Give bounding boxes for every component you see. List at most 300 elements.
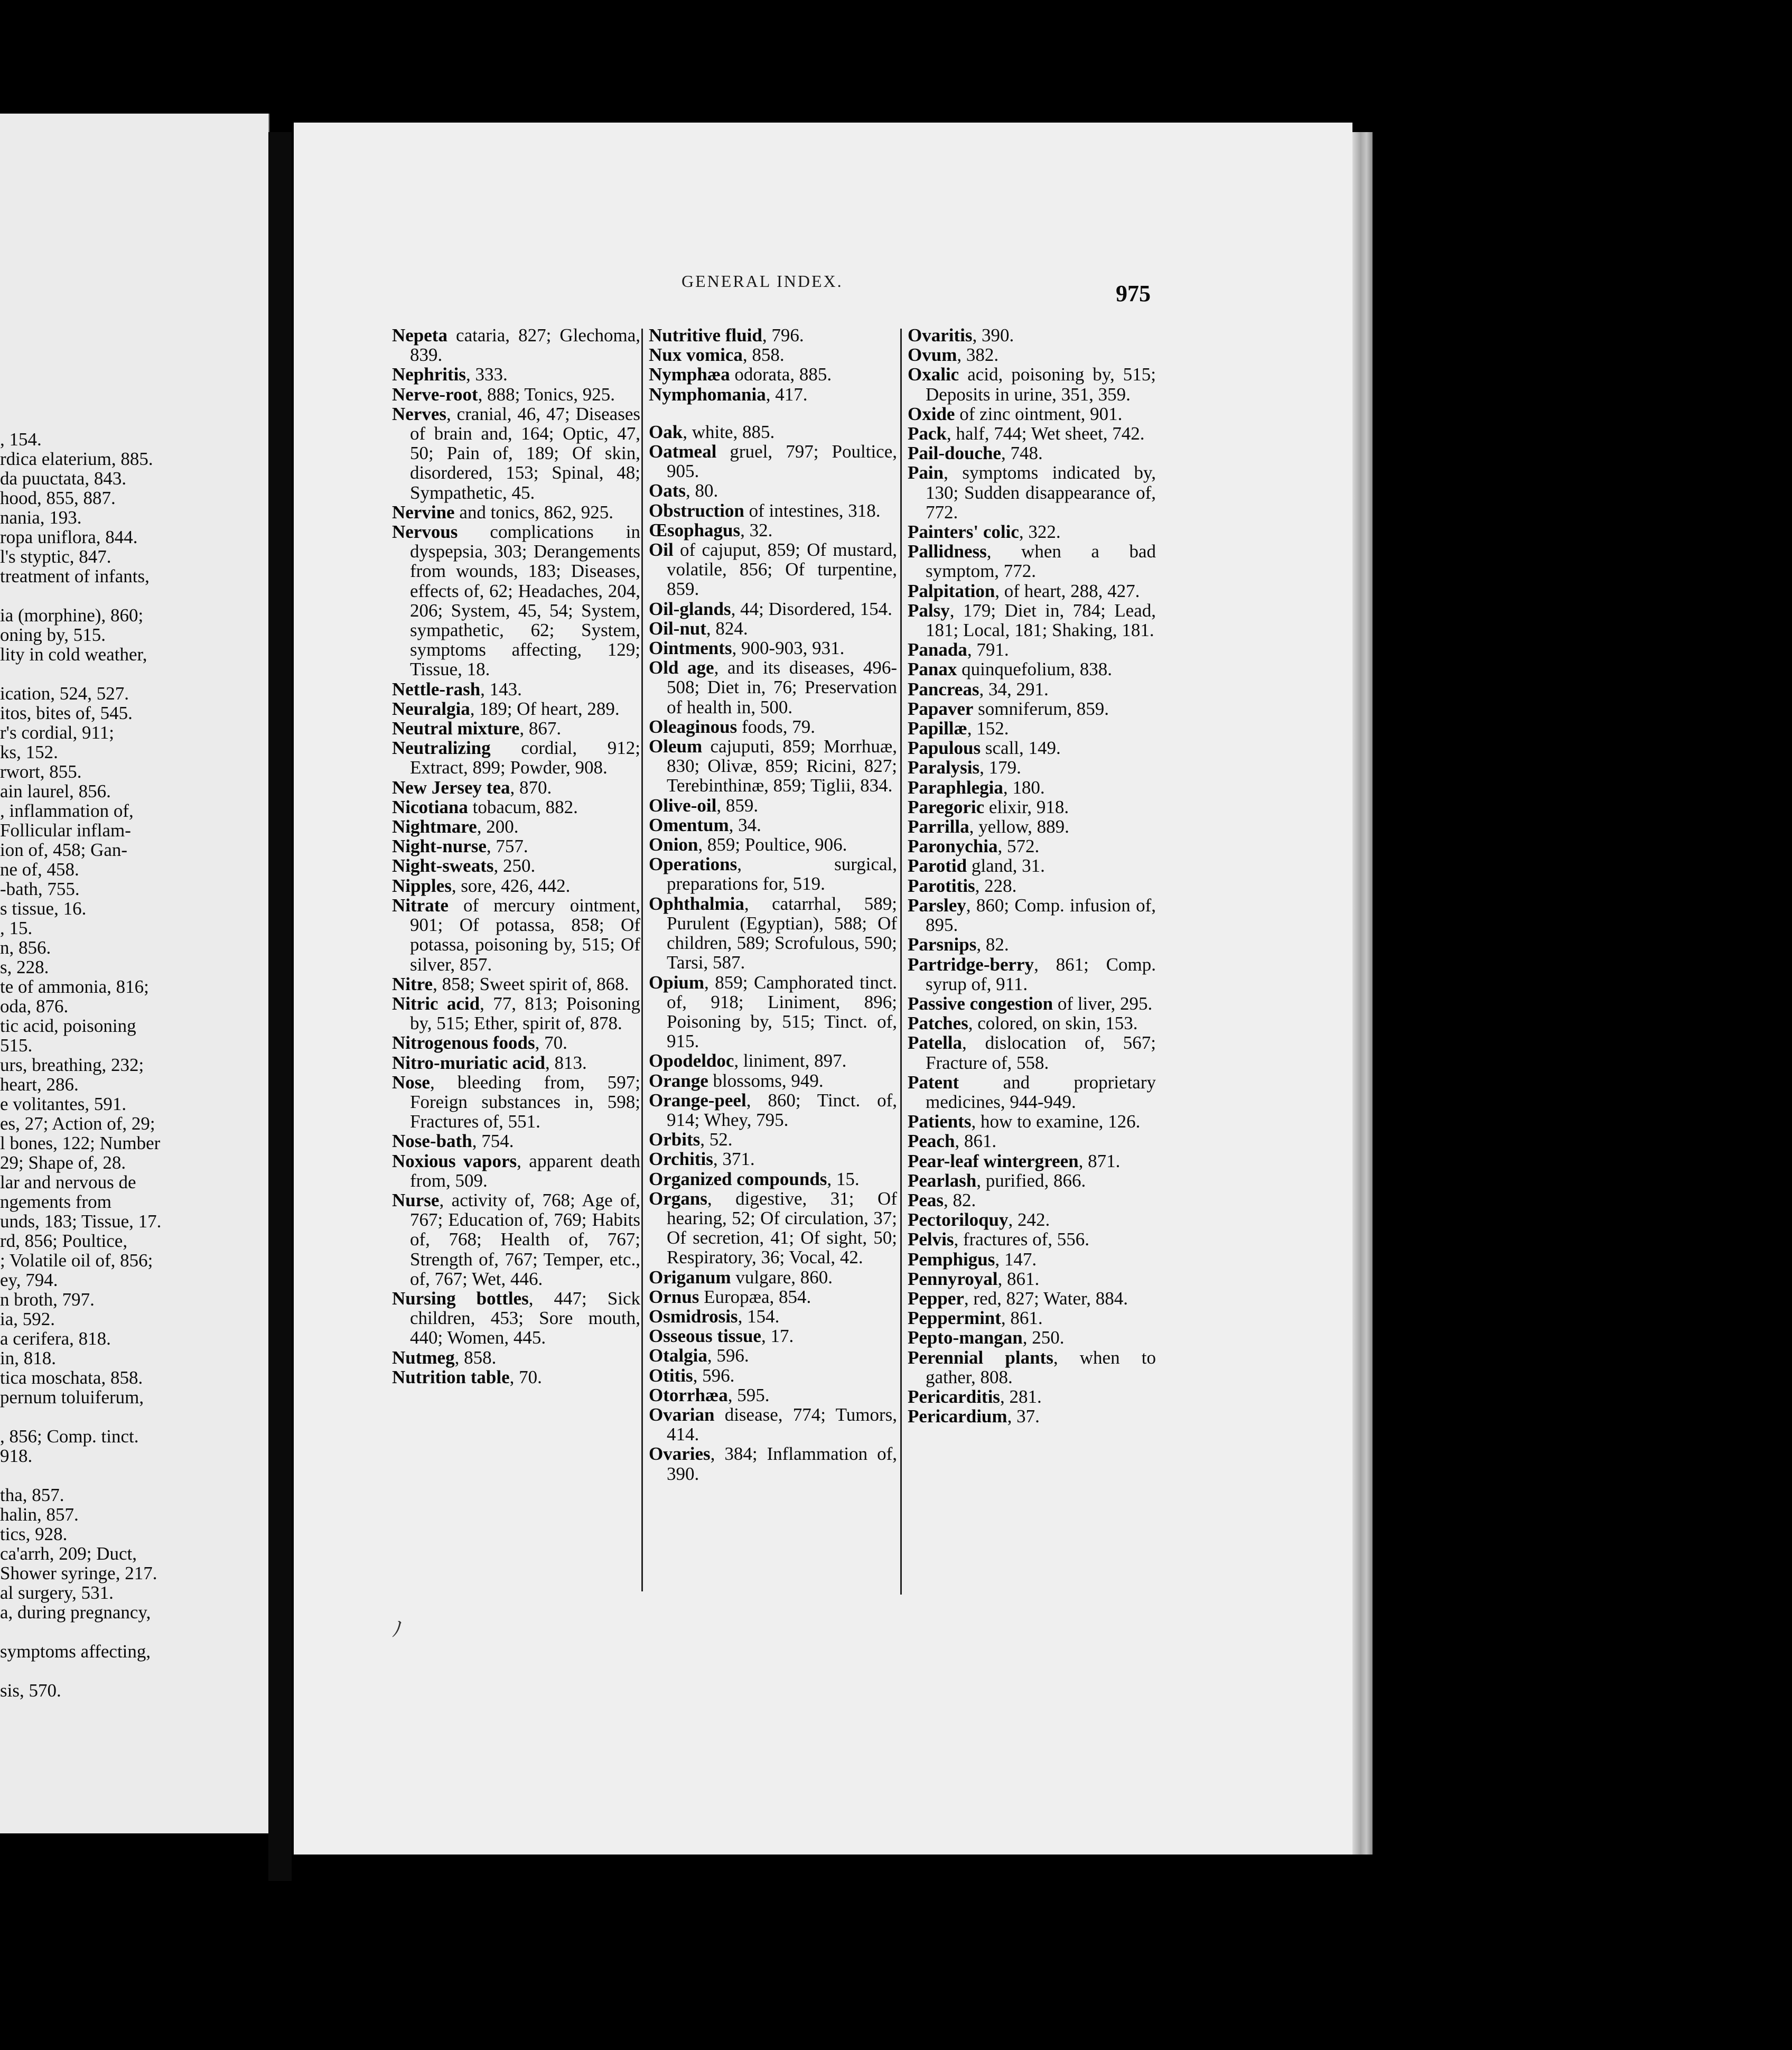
index-entry-refs: , colored, on skin, 153. bbox=[968, 1013, 1138, 1034]
index-entry-term: Oxalic bbox=[908, 364, 959, 385]
index-entry bbox=[908, 1210, 1156, 1229]
index-entry-term: Panada bbox=[908, 639, 967, 660]
index-entry-term: Palsy bbox=[908, 600, 950, 621]
index-column-3 bbox=[908, 325, 1156, 1426]
left-page-line: n broth, 797. bbox=[0, 1289, 95, 1310]
index-entry-term: Peach bbox=[908, 1131, 955, 1152]
index-entry bbox=[908, 1250, 1156, 1269]
left-page-line: tica moschata, 858. bbox=[0, 1367, 143, 1388]
index-entry-term: Nose bbox=[392, 1071, 430, 1093]
index-entry bbox=[649, 717, 897, 737]
index-entry bbox=[649, 1169, 897, 1189]
left-page-line: a, during pregnancy, bbox=[0, 1602, 151, 1623]
left-page-line: ; Volatile oil of, 856; bbox=[0, 1250, 153, 1271]
index-entry-term: Pancreas bbox=[908, 678, 979, 700]
index-entry bbox=[908, 1151, 1156, 1171]
index-entry-refs: , 870. bbox=[510, 777, 552, 798]
index-entry-refs: quinquefolium, 838. bbox=[957, 659, 1112, 680]
index-entry-refs: , 796. bbox=[762, 325, 804, 346]
index-column-2 bbox=[649, 325, 897, 1484]
index-entry-term: Pallidness bbox=[908, 541, 987, 562]
index-entry-term: Pear-leaf wintergreen bbox=[908, 1150, 1079, 1171]
index-entry-term: Orange-peel bbox=[649, 1089, 746, 1111]
left-page-line: e volitantes, 591. bbox=[0, 1094, 127, 1114]
index-entry-refs: odorata, 885. bbox=[730, 364, 832, 385]
page-number: 975 bbox=[1116, 281, 1151, 306]
left-page-line: tha, 857. bbox=[0, 1485, 64, 1505]
index-entry-term: Parsnips bbox=[908, 934, 977, 955]
index-entry-refs: , 82. bbox=[976, 934, 1009, 955]
index-entry bbox=[908, 659, 1156, 679]
index-entry-term: Onion bbox=[649, 834, 698, 855]
index-entry bbox=[908, 679, 1156, 699]
left-page-line: Follicular inflam- bbox=[0, 820, 131, 841]
index-entry bbox=[392, 856, 640, 875]
index-entry-term: Parrilla bbox=[908, 816, 969, 837]
index-entry-refs: , 858; Sweet spirit of, 868. bbox=[433, 973, 629, 994]
index-entry bbox=[908, 1073, 1156, 1112]
index-entry-refs: , white, 885. bbox=[683, 421, 775, 442]
left-page-line: al surgery, 531. bbox=[0, 1582, 114, 1603]
index-entry-term: Orange bbox=[649, 1070, 708, 1091]
index-entry-term: Otalgia bbox=[649, 1345, 707, 1366]
index-entry-refs: , 859; Camphorated tinct. of, 918; Liniment, 896; Poisoning by, 515; Tinct. of, 915. bbox=[667, 972, 897, 1052]
index-entry bbox=[649, 325, 897, 345]
index-entry bbox=[649, 442, 897, 481]
index-entry-term: Nephritis bbox=[392, 364, 466, 385]
left-page-line: hood, 855, 887. bbox=[0, 488, 116, 508]
index-entry-term: Paraphlegia bbox=[908, 777, 1003, 798]
index-entry-term: Papillæ bbox=[908, 718, 967, 739]
index-entry-term: Pack bbox=[908, 423, 947, 444]
index-entry bbox=[908, 443, 1156, 463]
index-entry bbox=[392, 699, 640, 719]
index-entry-refs: , 281. bbox=[1000, 1386, 1042, 1407]
left-page-line: symptoms affecting, bbox=[0, 1641, 151, 1662]
index-entry-term: Obstruction bbox=[649, 500, 744, 521]
index-entry bbox=[649, 1444, 897, 1483]
index-entry bbox=[908, 1112, 1156, 1131]
index-entry-term: Nux vomica bbox=[649, 344, 743, 366]
index-entry-term: Parotitis bbox=[908, 875, 975, 896]
index-entry-term: Peas bbox=[908, 1189, 944, 1210]
index-entry-refs: , 143. bbox=[480, 678, 522, 700]
index-entry-refs: , of heart, 288, 427. bbox=[995, 580, 1140, 601]
index-entry bbox=[908, 876, 1156, 896]
index-entry-term: Osseous tissue bbox=[649, 1326, 761, 1347]
index-entry-refs: of cajuput, 859; Of mustard, volatile, 856; Of turpentine, 859. bbox=[667, 539, 897, 600]
index-entry-refs: , 70. bbox=[535, 1032, 567, 1054]
index-entry-term: Organized compounds bbox=[649, 1168, 827, 1189]
index-entry-refs: , 860; Tinct. of, 914; Whey, 795. bbox=[667, 1089, 897, 1130]
index-entry-term: Œsophagus bbox=[649, 519, 741, 541]
index-entry-term: Paronychia bbox=[908, 836, 998, 857]
index-entry-term: Oil-glands bbox=[649, 598, 731, 619]
left-page-line: itos, bites of, 545. bbox=[0, 703, 133, 723]
index-entry bbox=[649, 599, 897, 619]
index-entry-term: Olive-oil bbox=[649, 795, 717, 816]
index-entry-term: Ovarian bbox=[649, 1404, 715, 1425]
left-page-line: ngements from bbox=[0, 1191, 111, 1212]
index-entry bbox=[649, 422, 897, 442]
index-entry-term: Paralysis bbox=[908, 757, 980, 778]
index-entry-term: Otitis bbox=[649, 1365, 693, 1386]
index-entry-refs: , purified, 866. bbox=[976, 1170, 1086, 1191]
index-entry bbox=[908, 699, 1156, 719]
index-entry-term: Opodeldoc bbox=[649, 1050, 734, 1071]
index-entry-refs: , 858. bbox=[742, 344, 785, 366]
index-entry-term: Orbits bbox=[649, 1129, 701, 1150]
index-entry-term: Osmidrosis bbox=[649, 1306, 738, 1327]
index-entry-term: Pain bbox=[908, 462, 944, 483]
index-entry bbox=[908, 719, 1156, 738]
left-page-line: s, 228. bbox=[0, 957, 49, 977]
index-entry bbox=[649, 1346, 897, 1365]
index-entry bbox=[649, 1405, 897, 1444]
index-entry-refs: , 242. bbox=[1008, 1209, 1050, 1231]
index-entry bbox=[908, 424, 1156, 443]
index-entry bbox=[908, 1229, 1156, 1249]
index-entry bbox=[908, 896, 1156, 935]
index-entry-refs: , 813. bbox=[545, 1052, 587, 1073]
index-entry-term: Patella bbox=[908, 1032, 963, 1054]
index-entry bbox=[392, 836, 640, 856]
left-page-line: ia, 592. bbox=[0, 1309, 55, 1329]
index-entry-term: Oleum bbox=[649, 736, 703, 757]
index-entry bbox=[392, 817, 640, 836]
index-entry bbox=[908, 345, 1156, 365]
left-page-line: ks, 152. bbox=[0, 742, 58, 762]
index-entry-refs: , 34. bbox=[729, 814, 761, 835]
index-entry bbox=[908, 1013, 1156, 1033]
left-page-line: -bath, 755. bbox=[0, 879, 80, 899]
left-page-line: ion of, 458; Gan- bbox=[0, 840, 128, 860]
index-entry bbox=[649, 1189, 897, 1268]
left-page-line: urs, breathing, 232; bbox=[0, 1055, 144, 1075]
index-entry bbox=[908, 955, 1156, 994]
index-entry-refs: , 390. bbox=[972, 325, 1014, 346]
index-entry-term: Neutralizing bbox=[392, 738, 491, 759]
index-entry-refs: , when to gather, 808. bbox=[926, 1347, 1156, 1387]
index-entry bbox=[649, 540, 897, 599]
index-entry-refs: , 152. bbox=[967, 718, 1009, 739]
index-entry-term: Oleaginous bbox=[649, 716, 738, 737]
index-entry-refs: , 179; Diet in, 784; Lead, 181; Local, 181; Shaking, 181. bbox=[926, 600, 1156, 641]
column-divider bbox=[900, 329, 902, 1595]
index-entry-refs: elixir, 918. bbox=[984, 796, 1069, 817]
index-entry-term: Opium bbox=[649, 972, 705, 993]
index-entry-refs: , 37. bbox=[1007, 1406, 1040, 1427]
index-entry-term: Papaver bbox=[908, 698, 974, 719]
index-entry-term: Pericardium bbox=[908, 1406, 1007, 1427]
left-page-line: l's styptic, 847. bbox=[0, 546, 111, 567]
index-entry-refs: cataria, 827; Glechoma, 839. bbox=[410, 325, 640, 366]
index-entry-term: Perennial plants bbox=[908, 1347, 1053, 1368]
index-entry-term: Pennyroyal bbox=[908, 1268, 998, 1289]
index-entry bbox=[649, 1149, 897, 1169]
left-page-line: lar and nervous de bbox=[0, 1172, 136, 1192]
index-entry-term: Nurse bbox=[392, 1189, 440, 1210]
index-entry-refs: , 384; Inflammation of, 390. bbox=[667, 1443, 897, 1484]
index-entry-term: Nitrate bbox=[392, 894, 449, 916]
index-entry-refs: , 867. bbox=[519, 718, 562, 739]
index-entry-refs: , 888; Tonics, 925. bbox=[478, 384, 615, 405]
index-entry-refs: , 754. bbox=[472, 1131, 514, 1152]
index-entry-refs: , 861. bbox=[997, 1268, 1040, 1289]
left-page-line bbox=[0, 1466, 193, 1485]
index-entry-refs: , 858. bbox=[454, 1347, 497, 1368]
index-entry bbox=[908, 738, 1156, 758]
index-entry bbox=[908, 935, 1156, 954]
left-page-line: , 856; Comp. tinct. bbox=[0, 1426, 139, 1447]
left-page-line: rd, 856; Poultice, bbox=[0, 1231, 128, 1251]
index-entry-term: Pearlash bbox=[908, 1170, 977, 1191]
index-entry-term: Pepto-mangan bbox=[908, 1327, 1023, 1348]
index-entry-refs: tobacum, 882. bbox=[468, 796, 578, 817]
index-entry bbox=[908, 365, 1156, 404]
index-entry bbox=[649, 815, 897, 835]
index-entry-refs: , 417. bbox=[766, 384, 808, 405]
index-entry bbox=[908, 994, 1156, 1013]
left-page-line: ropa uniflora, 844. bbox=[0, 527, 138, 547]
left-page-line: ain laurel, 856. bbox=[0, 781, 111, 802]
index-entry bbox=[908, 856, 1156, 875]
index-entry bbox=[649, 520, 897, 540]
index-entry-term: Parsley bbox=[908, 894, 966, 916]
index-entry-term: Operations bbox=[649, 854, 738, 875]
index-entry-term: Nymphomania bbox=[649, 384, 766, 405]
left-page-line: ication, 524, 527. bbox=[0, 683, 129, 704]
index-entry-term: Nymphæa bbox=[649, 364, 730, 385]
index-entry-term: Patients bbox=[908, 1111, 972, 1132]
index-entry-term: Nose-bath bbox=[392, 1131, 472, 1152]
index-entry-term: Pericarditis bbox=[908, 1386, 1000, 1407]
index-entry-term: Passive congestion bbox=[908, 993, 1053, 1014]
index-entry bbox=[392, 1367, 640, 1387]
index-entry bbox=[392, 679, 640, 699]
index-entry-term: Nitre bbox=[392, 973, 433, 994]
index-entry bbox=[392, 325, 640, 365]
index-entry-refs: , 154. bbox=[738, 1306, 780, 1327]
index-entry-term: Nutrition table bbox=[392, 1366, 510, 1387]
index-entry bbox=[392, 994, 640, 1033]
left-page-line: nania, 193. bbox=[0, 507, 82, 528]
index-entry-refs: scall, 149. bbox=[981, 738, 1061, 759]
index-entry-refs: , 228. bbox=[975, 875, 1017, 896]
left-page-line: r's cordial, 911; bbox=[0, 722, 114, 743]
index-entry-term: Oatmeal bbox=[649, 441, 717, 462]
index-entry-refs: cajuputi, 859; Morrhuæ, 830; Olivæ, 859; Ricini, 827; Terebinthinæ, 859; Tiglii, 834. bbox=[667, 736, 897, 796]
left-page-line: n, 856. bbox=[0, 937, 51, 958]
left-page-line: tics, 928. bbox=[0, 1524, 68, 1544]
left-page-line: heart, 286. bbox=[0, 1074, 79, 1095]
index-entry bbox=[649, 973, 897, 1051]
index-entry-refs: , dislocation of, 567; Fracture of, 558. bbox=[926, 1032, 1156, 1073]
left-page-line: halin, 857. bbox=[0, 1504, 79, 1525]
index-entry-refs: , sore, 426, 442. bbox=[451, 875, 571, 896]
index-entry bbox=[649, 1071, 897, 1091]
index-entry bbox=[392, 876, 640, 896]
index-entry-refs: and tonics, 862, 925. bbox=[454, 501, 613, 523]
index-entry bbox=[908, 1171, 1156, 1190]
index-entry bbox=[649, 1287, 897, 1307]
left-page-line: lity in cold weather, bbox=[0, 644, 147, 665]
index-entry-term: Parotid bbox=[908, 855, 967, 877]
index-entry-term: Nerves bbox=[392, 403, 447, 424]
index-entry-term: Pepper bbox=[908, 1288, 964, 1309]
index-entry-term: Oak bbox=[649, 421, 683, 442]
index-entry-term: Otorrhæa bbox=[649, 1384, 728, 1405]
index-entry-term: Nerve-root bbox=[392, 384, 478, 405]
index-entry-refs: , and its diseases, 496-508; Diet in, 76; Preservation of health in, 500. bbox=[667, 657, 898, 718]
index-entry-refs: foods, 79. bbox=[737, 716, 816, 737]
index-entry-refs: , 15. bbox=[827, 1168, 860, 1189]
index-entry-refs: , 77, 813; Poisoning by, 515; Ether, spirit of, 878. bbox=[410, 993, 640, 1034]
index-entry-refs: , 861. bbox=[955, 1131, 997, 1152]
index-entry-refs: , red, 827; Water, 884. bbox=[964, 1288, 1128, 1309]
index-entry-refs: , 859; Poultice, 906. bbox=[698, 834, 847, 855]
index-entry-refs: , how to examine, 126. bbox=[971, 1111, 1141, 1132]
left-page-line: oda, 876. bbox=[0, 996, 69, 1017]
index-entry bbox=[649, 796, 897, 815]
index-entry-refs: , 333. bbox=[466, 364, 508, 385]
index-entry-refs: complications in dyspepsia, 303; Derangements from wounds, 183; Diseases, effects of, 62; Headaches, 204, 206; System, 45, 54; System, sympathetic, 62; System, symptoms affecting, 129; Tissue, 18. bbox=[410, 521, 640, 680]
index-entry-refs: , 147. bbox=[995, 1248, 1037, 1270]
index-entry-refs: , 200. bbox=[477, 816, 519, 837]
left-page-line bbox=[0, 664, 193, 684]
index-entry bbox=[649, 854, 897, 893]
index-entry bbox=[392, 896, 640, 974]
left-page-line: Shower syringe, 217. bbox=[0, 1563, 157, 1583]
index-entry-term: Ornus bbox=[649, 1286, 699, 1307]
index-entry bbox=[392, 522, 640, 679]
index-entry-refs: somniferum, 859. bbox=[973, 698, 1109, 719]
index-entry-term: Night-nurse bbox=[392, 836, 487, 857]
index-entry-refs: , fractures of, 556. bbox=[954, 1229, 1090, 1250]
index-entry bbox=[392, 1053, 640, 1073]
index-entry-refs: Europæa, 854. bbox=[699, 1286, 811, 1307]
index-entry-term: Pail-douche bbox=[908, 443, 1001, 464]
index-entry-refs: , activity of, 768; Age of, 767; Education of, 769; Habits of, 768; Health of, 767; Strength of, 767; Temper, etc., of, 767; Wet, 446. bbox=[410, 1189, 640, 1289]
index-entry-refs: , 32. bbox=[740, 519, 773, 541]
index-entry-refs: , 80. bbox=[686, 480, 718, 501]
left-page bbox=[0, 114, 269, 1833]
index-entry bbox=[649, 835, 897, 854]
index-entry-refs: blossoms, 949. bbox=[708, 1070, 824, 1091]
index-entry bbox=[649, 345, 897, 365]
index-entry-refs: , 371. bbox=[713, 1149, 755, 1170]
index-entry-refs: of liver, 295. bbox=[1053, 993, 1153, 1014]
index-entry bbox=[649, 1268, 897, 1287]
left-page-line: es, 27; Action of, 29; bbox=[0, 1113, 155, 1134]
index-entry-term: Nepeta bbox=[392, 325, 447, 346]
index-entry-term: Ovaritis bbox=[908, 325, 973, 346]
index-entry-term: Pemphigus bbox=[908, 1248, 995, 1270]
left-page-line: 29; Shape of, 28. bbox=[0, 1152, 126, 1173]
index-entry bbox=[649, 894, 897, 973]
index-entry-refs: , 595. bbox=[727, 1384, 770, 1405]
pencil-mark: ﾉ bbox=[392, 1617, 403, 1641]
index-entry-refs: , 179. bbox=[979, 757, 1021, 778]
index-entry-term: Noxious vapors bbox=[392, 1150, 517, 1171]
index-entry bbox=[908, 1387, 1156, 1406]
left-page-line: unds, 183; Tissue, 17. bbox=[0, 1211, 162, 1232]
index-entry-refs: , 861. bbox=[1001, 1308, 1043, 1329]
index-entry bbox=[908, 797, 1156, 817]
index-entry bbox=[908, 817, 1156, 836]
index-entry bbox=[649, 1307, 897, 1326]
left-page-line: ia (morphine), 860; bbox=[0, 605, 144, 626]
left-page-line: , inflammation of, bbox=[0, 800, 134, 821]
index-entry-term: Pelvis bbox=[908, 1229, 954, 1250]
index-entry-term: Night-sweats bbox=[392, 855, 494, 877]
index-entry-term: Organs bbox=[649, 1188, 707, 1209]
index-entry-term: Patches bbox=[908, 1013, 968, 1034]
index-entry-term: Ophthalmia bbox=[649, 893, 744, 914]
left-page-line bbox=[0, 1661, 193, 1681]
index-entry-refs: , 52. bbox=[700, 1129, 733, 1150]
index-entry bbox=[649, 1366, 897, 1385]
left-page-line: da puuctata, 843. bbox=[0, 468, 127, 489]
index-entry-refs: , surgical, preparations for, 519. bbox=[667, 854, 897, 894]
index-entry bbox=[908, 325, 1156, 345]
index-entry bbox=[392, 778, 640, 797]
index-entry-refs: , 70. bbox=[509, 1366, 542, 1387]
left-page-index-column bbox=[0, 430, 193, 1700]
index-entry-term: Orchitis bbox=[649, 1149, 713, 1170]
index-entry-refs: , 791. bbox=[967, 639, 1009, 660]
index-entry-term: Neuralgia bbox=[392, 698, 470, 719]
index-entry-refs: , catarrhal, 589; Purulent (Egyptian), 588; Of children, 589; Scrofulous, 590; Tarsi, 587. bbox=[667, 893, 897, 973]
index-entry bbox=[649, 481, 897, 500]
column-divider bbox=[641, 329, 643, 1591]
index-entry-term: Nettle-rash bbox=[392, 678, 481, 700]
index-entry-term: Origanum bbox=[649, 1266, 731, 1288]
index-entry bbox=[392, 385, 640, 404]
index-entry-term: Pectoriloquy bbox=[908, 1209, 1009, 1231]
left-page-line: 515. bbox=[0, 1035, 33, 1056]
index-entry bbox=[392, 1348, 640, 1367]
left-page-line bbox=[0, 586, 193, 605]
index-entry bbox=[908, 1190, 1156, 1210]
index-entry-refs: , 189; Of heart, 289. bbox=[470, 698, 620, 719]
index-entry-refs: cordial, 912; Extract, 899; Powder, 908. bbox=[410, 738, 640, 778]
index-entry-refs: , 382. bbox=[957, 344, 999, 366]
index-entry bbox=[908, 522, 1156, 542]
index-entry bbox=[392, 1131, 640, 1151]
index-entry-refs: of mercury ointment, 901; Of potassa, 858; Of potassa, poisoning by, 515; Of silver, 857. bbox=[410, 894, 640, 975]
index-entry bbox=[908, 581, 1156, 601]
index-entry bbox=[649, 737, 897, 796]
index-entry-refs: , 861; Comp. syrup of, 911. bbox=[926, 954, 1156, 994]
index-entry-refs: gland, 31. bbox=[967, 855, 1045, 877]
index-entry-refs: , 572. bbox=[997, 836, 1040, 857]
index-entry bbox=[908, 1269, 1156, 1289]
index-entry bbox=[392, 719, 640, 738]
left-page-line: , 15. bbox=[0, 918, 33, 938]
book-spine bbox=[268, 132, 292, 1881]
index-entry bbox=[649, 1385, 897, 1405]
index-entry-term: New Jersey tea bbox=[392, 777, 510, 798]
index-entry-refs: , 447; Sick children, 453; Sore mouth, 440; Women, 445. bbox=[410, 1288, 640, 1348]
index-entry-refs: , digestive, 31; Of hearing, 52; Of circulation, 37; Of secretion, 41; Of sight, 50; Respiratory, 36; Vocal, 42. bbox=[667, 1188, 897, 1268]
index-entry bbox=[392, 1033, 640, 1052]
index-entry bbox=[908, 778, 1156, 797]
index-entry-refs: acid, poisoning by, 515; Deposits in urine, 351, 359. bbox=[926, 364, 1156, 405]
index-entry-refs: , liniment, 897. bbox=[734, 1050, 847, 1071]
index-entry bbox=[649, 365, 897, 384]
index-entry bbox=[649, 1091, 897, 1130]
